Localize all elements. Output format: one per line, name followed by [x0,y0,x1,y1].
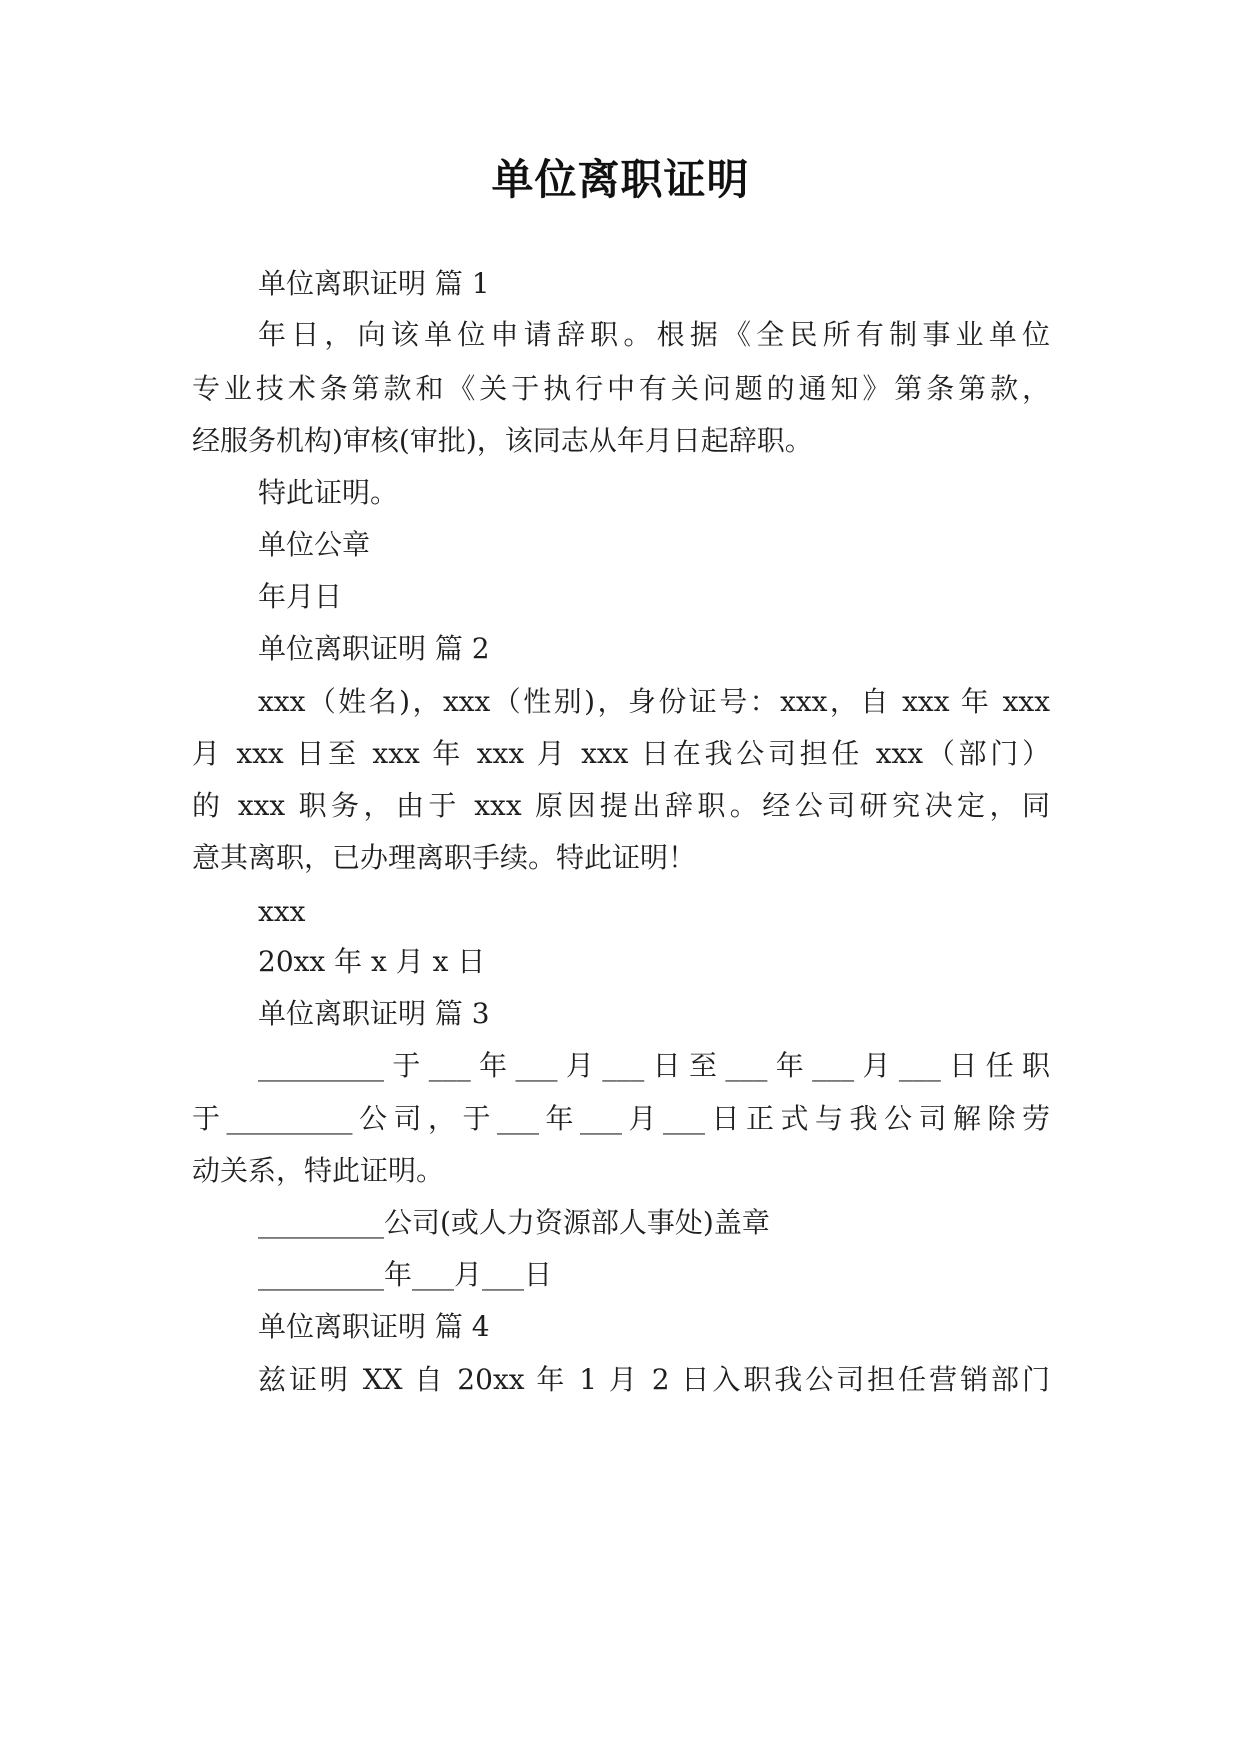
paragraph-line: 月 xxx 日至 xxx 年 xxx 月 xxx 日在我公司担任 xxx（部门） [192,737,1050,770]
paragraph-line: 年日，向该单位申请辞职。根据《全民所有制事业单位 [258,318,1050,351]
date-line: _________年___月___日 [258,1258,553,1291]
document-title: 单位离职证明 [491,155,750,204]
paragraph-line: 特此证明。 [258,476,399,509]
paragraph-line: 动关系，特此证明。 [192,1154,445,1187]
signature-line: xxx [258,895,306,928]
date-line: 年月日 [258,580,343,613]
section-heading-3: 单位离职证明 篇 3 [258,997,490,1030]
paragraph-line: 的 xxx 职务，由于 xxx 原因提出辞职。经公司研究决定，同 [192,789,1050,822]
paragraph-line: 兹证明 XX 自 20xx 年 1 月 2 日入职我公司担任营销部门 [258,1363,1050,1396]
paragraph-line: 意其离职，已办理离职手续。特此证明！ [192,841,697,874]
section-heading-4: 单位离职证明 篇 4 [258,1310,490,1343]
paragraph-line: 专业技术条第款和《关于执行中有关问题的通知》第条第款， [192,372,1050,405]
date-line: 20xx 年 x 月 x 日 [258,945,486,978]
seal-line: _________公司(或人力资源部人事处)盖章 [258,1206,770,1239]
paragraph-line: xxx（姓名)，xxx（性别)，身份证号：xxx，自 xxx 年 xxx [258,685,1050,718]
section-heading-2: 单位离职证明 篇 2 [258,632,490,665]
section-heading-1: 单位离职证明 篇 1 [258,267,490,300]
seal-line: 单位公章 [258,528,371,561]
paragraph-line: 于_________公司，于___年___月___日正式与我公司解除劳 [192,1102,1050,1135]
paragraph-line: 经服务机构)审核(审批)，该同志从年月日起辞职。 [192,424,813,457]
paragraph-line: _________于___年___月___日至___年___月___日任职 [258,1049,1050,1082]
